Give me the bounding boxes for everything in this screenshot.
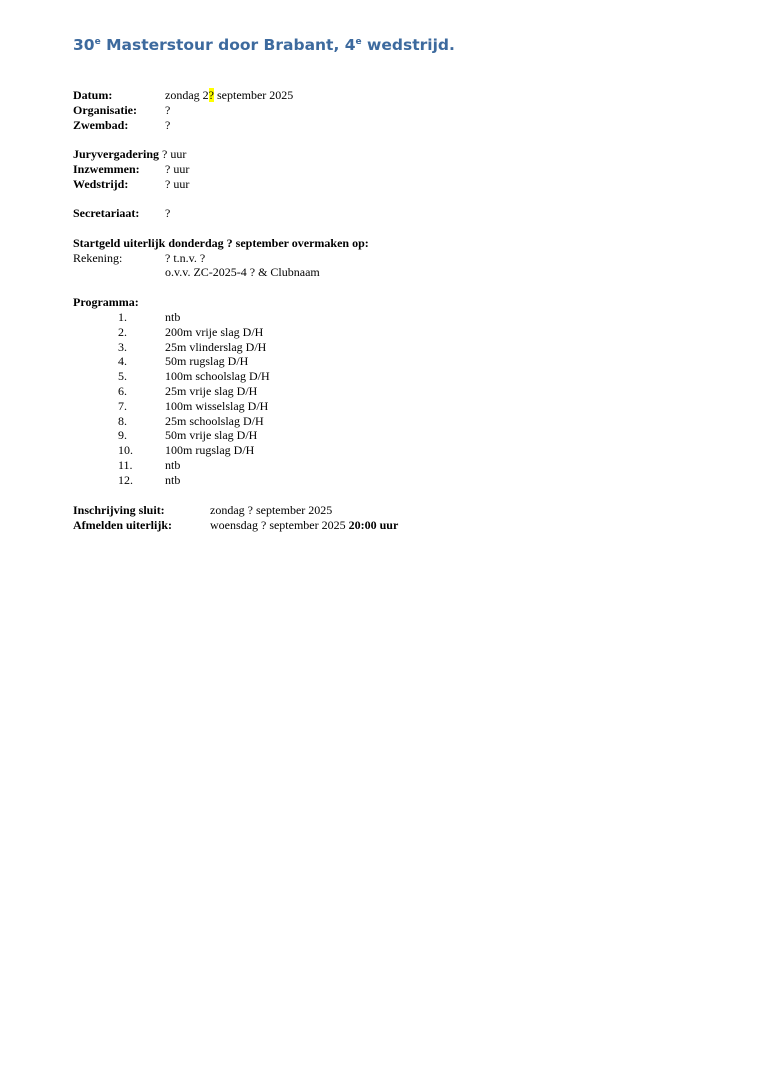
wedstrijd-value: ? uur — [165, 177, 190, 191]
inschrijving-value: zondag ? september 2025 — [210, 503, 333, 517]
rekening-row — [73, 251, 205, 266]
document-title: 30e Masterstour door Brabant, 4e wedstrijd. — [73, 36, 455, 54]
programma-item-number: 5. — [118, 369, 127, 383]
afmelden-row — [73, 518, 398, 533]
startgeld-heading: Startgeld uiterlijk donderdag ? september overmaken op: — [73, 236, 369, 250]
secretariaat-value: ? — [165, 206, 171, 220]
inzwemmen-label: Inzwemmen: — [73, 162, 140, 176]
zwembad-value: ? — [165, 118, 171, 132]
programma-item-text: 25m vlinderslag D/H — [165, 340, 267, 354]
secretariaat-row — [73, 206, 170, 221]
zwembad-row — [73, 118, 170, 133]
programma-item-number: 8. — [118, 414, 127, 428]
organisatie-row — [73, 103, 170, 118]
wedstrijd-label: Wedstrijd: — [73, 177, 129, 191]
zwembad-label: Zwembad: — [73, 118, 129, 132]
programma-item-text: 25m schoolslag D/H — [165, 414, 264, 428]
afmelden-label: Afmelden uiterlijk: — [73, 518, 172, 532]
programma-item-number: 1. — [118, 310, 127, 324]
programma-item-text: 25m vrije slag D/H — [165, 384, 258, 398]
datum-row — [73, 88, 293, 103]
programma-item-text: 100m wisselslag D/H — [165, 399, 269, 413]
programma-item-number: 4. — [118, 354, 127, 368]
programma-item-text: 100m rugslag D/H — [165, 443, 255, 457]
programma-item-text: 50m vrije slag D/H — [165, 428, 258, 442]
juryvergadering-value: ? uur — [159, 147, 187, 161]
wedstrijd-row — [73, 177, 189, 192]
juryvergadering-row — [73, 147, 186, 162]
datum-label: Datum: — [73, 88, 113, 102]
programma-item-number: 9. — [118, 428, 127, 442]
inzwemmen-row — [73, 162, 189, 177]
juryvergadering-label: Juryvergadering — [73, 147, 159, 161]
inschrijving-label: Inschrijving sluit: — [73, 503, 165, 517]
ovv-line: o.v.v. ZC-2025-4 ? & Clubnaam — [165, 265, 320, 279]
programma-item-number: 6. — [118, 384, 127, 398]
secretariaat-label: Secretariaat: — [73, 206, 140, 220]
rekening-label: Rekening: — [73, 251, 123, 265]
organisatie-label: Organisatie: — [73, 103, 137, 117]
inzwemmen-value: ? uur — [165, 162, 190, 176]
programma-item-text: ntb — [165, 473, 181, 487]
afmelden-time: 20:00 uur — [348, 518, 399, 532]
programma-label: Programma: — [73, 295, 139, 309]
rekening-value: ? t.n.v. ? — [165, 251, 206, 265]
programma-item-number: 2. — [118, 325, 127, 339]
programma-item-number: 11. — [118, 458, 133, 472]
programma-item-text: 50m rugslag D/H — [165, 354, 249, 368]
afmelden-value: woensdag ? september 2025 20:00 uur — [210, 518, 399, 532]
programma-item-number: 12. — [118, 473, 133, 487]
datum-value: zondag 2? september 2025 — [165, 88, 294, 102]
programma-item-number: 10. — [118, 443, 133, 457]
programma-item-number: 3. — [118, 340, 127, 354]
programma-item-text: ntb — [165, 458, 181, 472]
programma-item-text: 100m schoolslag D/H — [165, 369, 270, 383]
inschrijving-row — [73, 503, 332, 518]
organisatie-value: ? — [165, 103, 171, 117]
programma-item-text: 200m vrije slag D/H — [165, 325, 264, 339]
programma-item-text: ntb — [165, 310, 181, 324]
datum-highlight: ? — [208, 88, 214, 102]
programma-item-number: 7. — [118, 399, 127, 413]
